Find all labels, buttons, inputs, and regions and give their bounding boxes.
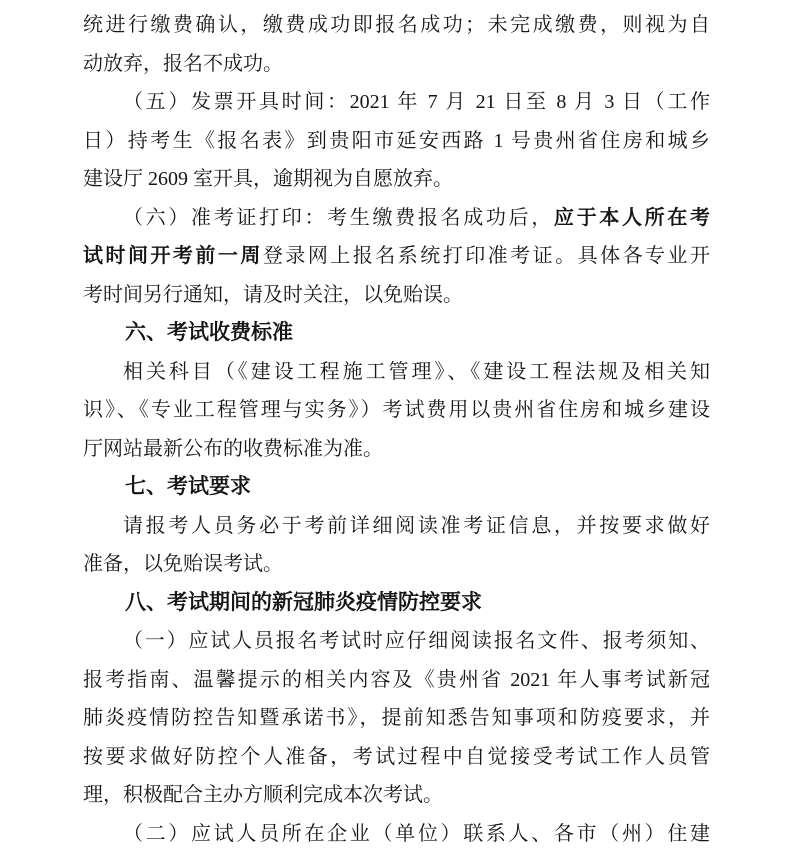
text-run: 准备，以免贻误考试。 xyxy=(83,553,283,575)
bold-text-run: 试时间开考前一周 xyxy=(83,245,263,267)
text-line xyxy=(83,391,710,430)
text-line xyxy=(83,45,710,84)
text-run: 厅网站最新公布的收费标准为准。 xyxy=(83,438,383,460)
text-run: 按要求做好防控个人准备，考试过程中自觉接受考试工作人员管 xyxy=(83,746,710,768)
text-line xyxy=(83,661,710,700)
text-run: 动放弃，报名不成功。 xyxy=(83,53,283,75)
text-line xyxy=(83,545,710,584)
text-line xyxy=(83,6,710,45)
text-line xyxy=(83,237,710,276)
bold-text-run: 六、考试收费标准 xyxy=(125,321,293,344)
text-run: 肺炎疫情防控告知暨承诺书》，提前知悉告知事项和防疫要求，并 xyxy=(83,707,710,729)
text-run: （五）发票开具时间：2021 年 7 月 21 日至 8 月 3 日（工作 xyxy=(123,91,710,113)
text-run: 统进行缴费确认，缴费成功即报名成功；未完成缴费，则视为自 xyxy=(83,14,710,36)
bold-text-run: 应于本人所在考 xyxy=(554,207,710,229)
text-run: 相关科目（《建设工程施工管理》、《建设工程法规及相关知 xyxy=(123,361,710,383)
text-run: （六）准考证打印：考生缴费报名成功后， xyxy=(123,207,554,229)
text-run: 请报考人员务必于考前详细阅读准考证信息，并按要求做好 xyxy=(123,515,710,537)
text-line xyxy=(83,276,710,315)
text-line xyxy=(83,622,710,661)
text-line xyxy=(83,430,710,469)
text-line xyxy=(83,815,710,853)
text-line xyxy=(83,199,710,238)
text-run: （二）应试人员所在企业（单位）联系人、各市（州）住建 xyxy=(123,823,710,845)
section-heading xyxy=(83,584,710,623)
text-line xyxy=(83,353,710,392)
text-line xyxy=(83,776,710,815)
text-line xyxy=(83,507,710,546)
text-run: 日）持考生《报名表》到贵阳市延安西路 1 号贵州省住房和城乡 xyxy=(83,130,710,152)
text-run: 识》、《专业工程管理与实务》）考试费用以贵州省住房和城乡建设 xyxy=(83,399,710,421)
text-line xyxy=(83,83,710,122)
section-heading xyxy=(83,314,710,353)
text-run: 报考指南、温馨提示的相关内容及《贵州省 2021 年人事考试新冠 xyxy=(83,669,710,691)
text-run: 建设厅 2609 室开具，逾期视为自愿放弃。 xyxy=(83,168,453,190)
bold-text-run: 八、考试期间的新冠肺炎疫情防控要求 xyxy=(125,591,482,614)
text-line xyxy=(83,699,710,738)
text-line xyxy=(83,122,710,161)
text-run: 理，积极配合主办方顺利完成本次考试。 xyxy=(83,784,443,806)
text-line xyxy=(83,738,710,777)
bold-text-run: 七、考试要求 xyxy=(125,475,251,498)
section-heading xyxy=(83,468,710,507)
text-line xyxy=(83,160,710,199)
text-run: 登录网上报名系统打印准考证。具体各专业开 xyxy=(263,245,710,267)
text-run: 考时间另行通知，请及时关注，以免贻误。 xyxy=(83,284,463,306)
text-run: （一）应试人员报名考试时应仔细阅读报名文件、报考须知、 xyxy=(123,630,710,652)
